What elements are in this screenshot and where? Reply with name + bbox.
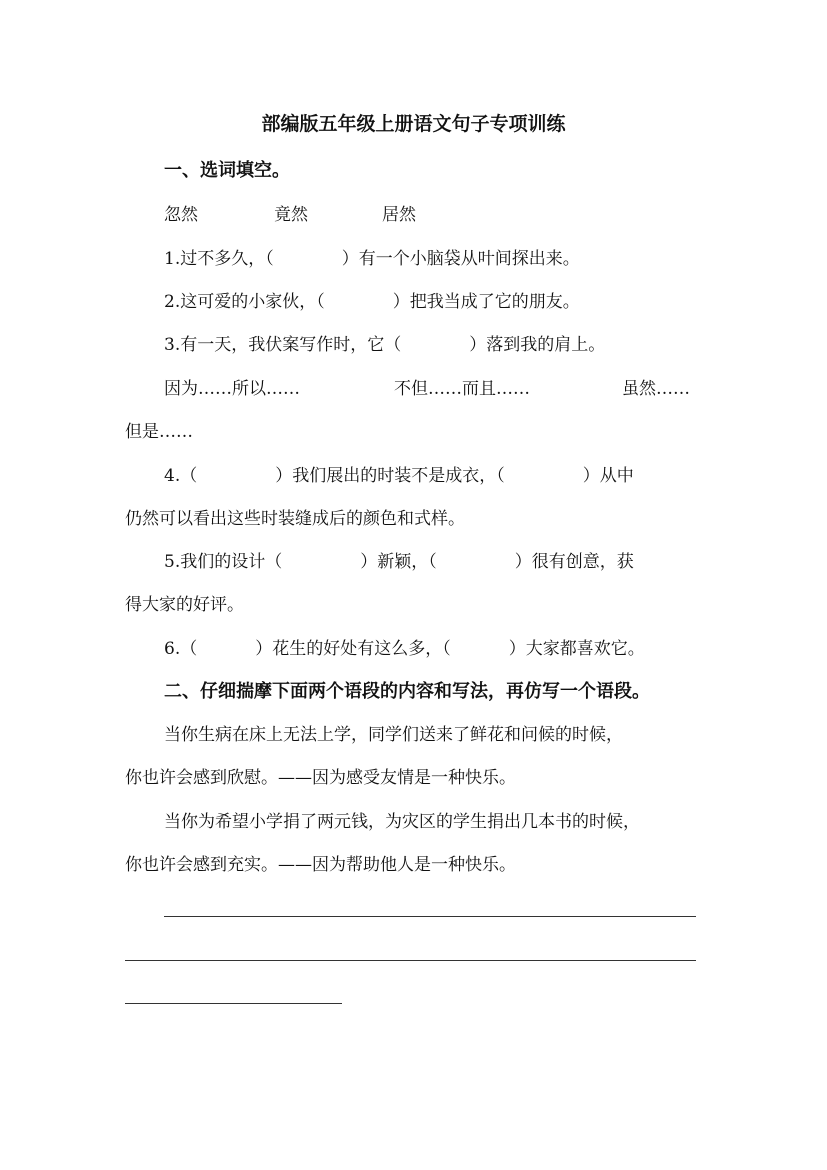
writing-line-2[interactable] (125, 960, 696, 961)
question-3-pre: 3.有一天，我伏案写作时，它（ (164, 335, 402, 355)
question-4-wrap: 仍然可以看出这些时装缝成后的颜色和式样。 (125, 509, 465, 529)
section2-heading: 二、仔细揣摩下面两个语段的内容和写法，再仿写一个语段。 (164, 681, 650, 702)
question-4 (164, 465, 634, 487)
question-2-pre: 2.这可爱的小家伙，（ (164, 292, 325, 312)
question-1-pre: 1.过不多久，（ (164, 249, 274, 269)
example-paragraph-2-line-1: 当你为希望小学捐了两元钱，为灾区的学生捐出几本书的时候， (164, 812, 640, 832)
conjunction-option-3: 虽然…… (622, 379, 690, 399)
question-5-c: ）很有创意，获 (514, 552, 634, 572)
writing-line-1[interactable] (164, 916, 696, 917)
question-1 (164, 248, 580, 270)
example-paragraph-1-line-2: 你也许会感到欣慰。——因为感受友情是一种快乐。 (125, 768, 516, 788)
question-5-a: 5.我们的设计（ (164, 552, 283, 572)
question-6-b: ）花生的好处有这么多，（ (255, 639, 451, 659)
writing-line-3[interactable] (125, 1003, 342, 1004)
conjunction-option-2: 不但……而且…… (394, 379, 530, 399)
question-3-post: ）落到我的肩上。 (469, 335, 606, 355)
word-option-2: 竟然 (274, 205, 308, 225)
conjunction-option-1: 因为……所以…… (164, 379, 300, 399)
question-6-c: ）大家都喜欢它。 (508, 639, 645, 659)
question-3 (164, 334, 605, 356)
question-5-wrap: 得大家的好评。 (125, 595, 244, 615)
example-paragraph-1-line-1: 当你生病在床上无法上学，同学们送来了鲜花和问候的时候， (164, 725, 623, 745)
section1-heading: 一、选词填空。 (164, 160, 290, 181)
question-4-b: ）我们展出的时装不是成衣，（ (275, 466, 505, 486)
question-5 (164, 551, 634, 573)
word-option-1: 忽然 (164, 205, 198, 225)
conjunction-option-3-wrap: 但是…… (125, 422, 193, 442)
word-option-3: 居然 (382, 205, 416, 225)
page-title: 部编版五年级上册语文句子专项训练 (261, 113, 566, 135)
question-2-post: ）把我当成了它的朋友。 (392, 292, 580, 312)
question-4-c: ）从中 (582, 466, 634, 486)
question-1-post: ）有一个小脑袋从叶间探出来。 (341, 249, 580, 269)
example-paragraph-2-line-2: 你也许会感到充实。——因为帮助他人是一种快乐。 (125, 855, 516, 875)
question-6-a: 6.（ (164, 639, 198, 659)
question-6 (164, 638, 645, 660)
question-4-a: 4.（ (164, 466, 198, 486)
question-5-b: ）新颖，（ (360, 552, 437, 572)
question-2 (164, 291, 580, 313)
